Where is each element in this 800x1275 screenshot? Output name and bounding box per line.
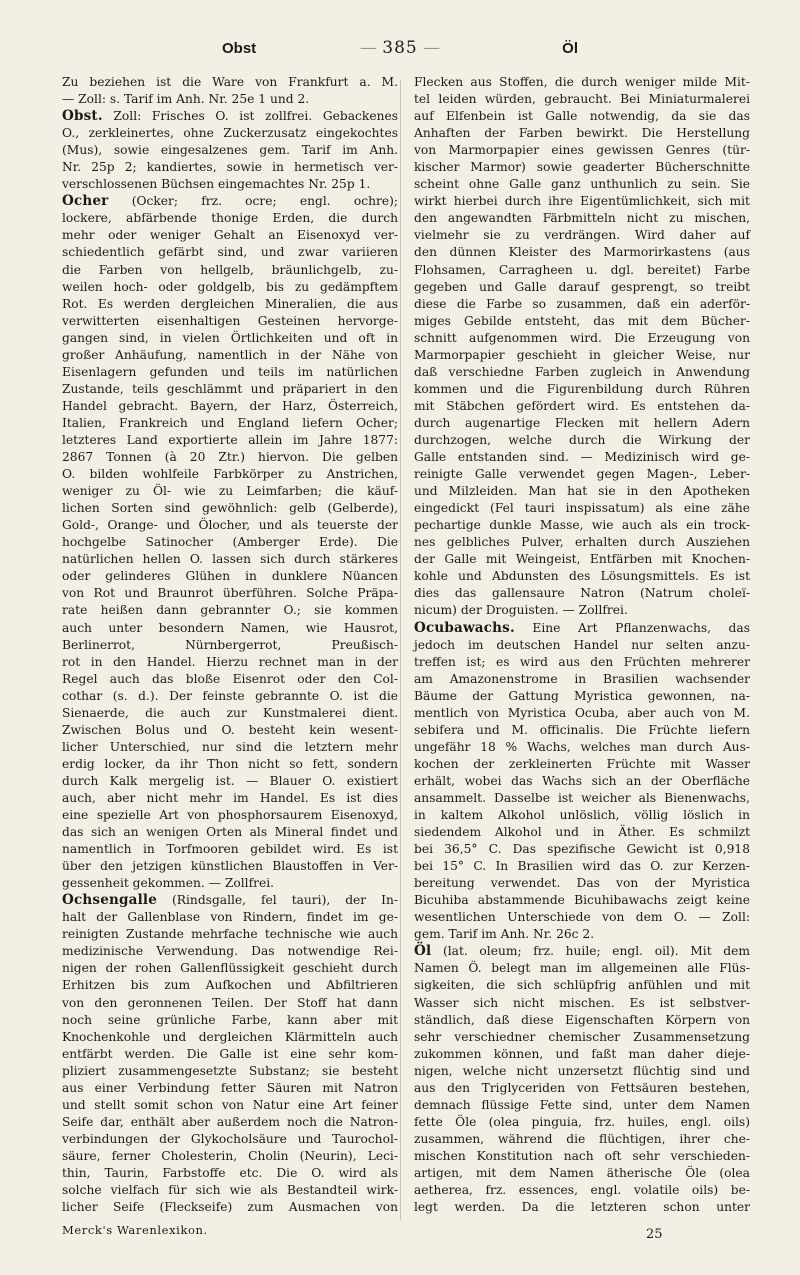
text-line: gessenheit gekommen. — Zollfrei. (62, 876, 275, 891)
text-line: mentlich von Myristica Ocuba, aber auch von M. (414, 705, 750, 720)
text-line: erhält, wobei das Wachs sich an der Oberfläche (414, 773, 750, 788)
text-line: nicum) der Droguisten. — Zollfrei. (414, 603, 628, 618)
text-line: dies das gallensaure Natron (Natrum choleï- (414, 586, 750, 601)
text-line: medizinische Verwendung. Das notwendige Rei- (62, 944, 398, 959)
text-line: durch augenartige Flecken mit hellern Adern (414, 415, 750, 430)
text-line: Ocubawachs. Eine Art Pflanzenwachs, das (414, 619, 750, 636)
text-line: sebifera und M. officinalis. Die Früchte liefern (414, 722, 750, 737)
text-line: Flecken aus Stoffen, die durch weniger milde Mit- (414, 75, 750, 89)
text-line: mit Stäbchen gefördert wird. Es entstehen da- (414, 398, 750, 413)
text-line: Zustande, teils geschlämmt und präpariert in den (62, 381, 398, 396)
text-line: kommen und die Figurenbildung durch Rühren (414, 381, 750, 396)
text-line: nigen, welche nicht unzersetzt flüchtig sind und (414, 1063, 750, 1078)
text-line: Bäume der Gattung Myristica gewonnen, na- (414, 688, 750, 703)
text-line: verwitterten eisenhaltigen Gesteinen hervorge- (62, 313, 398, 328)
text-line: Rot. Es werden dergleichen Mineralien, die aus (62, 296, 398, 311)
text-line: Zwischen Bolus und O. besteht kein wesent- (62, 722, 398, 737)
text-line: die Farben von hellgelb, bräunlichgelb, zu- (62, 262, 398, 277)
right-column (414, 74, 750, 1216)
text-line: Ochsengalle (Rindsgalle, fel tauri), der In- (62, 892, 398, 909)
column-divider (400, 80, 401, 1220)
text-line: großer Anhäufung, namentlich in der Nähe von (62, 347, 398, 362)
text-line: jedoch im deutschen Handel nur selten anzu- (414, 637, 750, 652)
text-line: vielmehr sie zu verdrängen. Wird daher auf (414, 228, 750, 243)
text-line: ungefähr 18 % Wachs, welches man durch Aus- (414, 739, 750, 754)
text-line: lichen Sorten sind gewöhnlich: gelb (Gelberde), (62, 501, 398, 516)
text-line: verbindungen der Glykocholsäure und Taurochol- (62, 1131, 398, 1146)
running-header (62, 40, 738, 64)
entry-headword: Ocubawachs. (414, 619, 515, 636)
text-line: der Galle mit Weingeist, Entfärben mit Knochen- (414, 552, 750, 567)
text-line: artigen, mit dem Namen ätherische Öle (olea (414, 1166, 750, 1180)
text-line: halt der Gallenblase von Rindern, findet im ge- (62, 910, 398, 925)
text-line: über den jetzigen künstlichen Blaustoffen in Ver- (62, 859, 398, 874)
text-line: pechartige dunkle Masse, wie auch als ein trock- (414, 518, 750, 533)
text-line: bei 36,5° C. Das spezifische Gewicht ist 0,918 (414, 842, 750, 857)
text-line: pliziert zusammengesetzte Substanz; sie besteht (62, 1063, 398, 1078)
text-line: fette Öle (olea pinguia, frz. huiles, engl. oils) (414, 1114, 750, 1129)
text-line: sigkeiten, die sich schlüpfrig anfühlen und mit (414, 978, 750, 993)
text-line: Marmorpapier geschieht in gleicher Weise, nur (414, 347, 750, 362)
text-line: auch, aber nicht mehr im Handel. Es ist dies (62, 790, 398, 805)
text-line: von Marmorpapier eines gewissen Genres (tür- (414, 143, 750, 158)
text-line: demnach flüssige Fette sind, unter dem Namen (414, 1097, 750, 1112)
text-line: und stellt somit schon von Natur eine Art feiner (62, 1097, 398, 1112)
text-line: bei 15° C. In Brasilien wird das O. zur Kerzen- (414, 859, 750, 874)
text-line: O., zerkleinertes, ohne Zuckerzusatz eingekochtes (62, 126, 398, 141)
text-line: nigen der rohen Gallenflüssigkeit geschieht durch (62, 961, 398, 976)
text-line: miges Gebilde entsteht, das mit dem Bücher- (414, 313, 750, 328)
text-line: ständlich, daß diese Eigenschaften Körpern von (414, 1012, 750, 1027)
text-line: eine spezielle Art von phosphorsaurem Eisenoxyd, (62, 808, 398, 823)
text-line: zusammen, während die flüchtigen, ihrer che- (414, 1131, 750, 1146)
text-line: rot in den Handel. Hierzu rechnet man in der (62, 654, 398, 669)
publisher-footer: Merck's Warenlexikon. (62, 1223, 208, 1237)
header-left-keyword: Obst (222, 40, 257, 57)
text-line: hochgelbe Satinocher (Amberger Erde). Die (62, 535, 398, 550)
text-line: namentlich in Torfmooren gebildet wird. Es ist (62, 842, 398, 857)
text-line: Flohsamen, Carragheen u. dgl. bereitet) Farbe (414, 262, 750, 277)
text-line: wesentlichen Unterschiede von dem O. — Zoll: (414, 910, 750, 925)
text-line: Anhaften der Farben bewirkt. Die Herstellung (414, 126, 750, 141)
entry-headword: Ocher (62, 193, 109, 210)
text-line: säure, ferner Cholesterin, Cholin (Neurin), Leci- (62, 1148, 398, 1163)
text-line: cothar (s. d.). Der feinste gebrannte O. ist die (62, 688, 398, 703)
entry-headword: Öl (414, 943, 432, 960)
text-line: Sienaerde, die auch zur Kunstmalerei dient. (62, 705, 398, 720)
text-line: und Milzleiden. Man hat sie in den Apotheken (414, 484, 750, 499)
text-line: daß verschiedne Farben zugleich in Anwendung (414, 364, 750, 379)
text-line: Handel gebracht. Bayern, der Harz, Österreich, (62, 398, 398, 413)
text-line: kischer Marmor) sowie geaderter Bücherschnitte (414, 160, 750, 175)
text-line: weniger zu Öl- wie zu Leimfarben; die käuf- (62, 484, 398, 499)
entry-headword: Obst. (62, 108, 103, 125)
text-line: auf Elfenbein ist Galle notwendig, da sie das (414, 109, 750, 124)
page-number: — 385 — (359, 38, 441, 58)
text-line: oder gelinderes Glühen in dunklere Nüancen (62, 569, 398, 584)
text-line: in kaltem Alkohol unlöslich, völlig löslich in (414, 808, 750, 823)
text-line: den dünnen Kleister des Marmorirkastens (aus (414, 245, 750, 260)
text-line: nes gelbliches Pulver, erhalten durch Ausziehen (414, 535, 750, 550)
text-line: Nr. 25p 2; kandiertes, sowie in hermetisch ver- (62, 160, 398, 175)
text-line: von den geronnenen Teilen. Der Stoff hat dann (62, 995, 398, 1010)
text-line: diese die Farbe so zusammen, daß ein aderför- (414, 296, 750, 311)
text-line: Obst. Zoll: Frisches O. ist zollfrei. Gebackenes (62, 108, 398, 125)
text-line: kohle und Abdunsten des Lösungsmittels. Es ist (414, 569, 750, 584)
text-line: durchzogen, welche durch die Wirkung der (414, 432, 750, 447)
text-line: am Amazonenstrome in Brasilien wachsender (414, 671, 750, 686)
entry-headword: Ochsengalle (62, 892, 158, 909)
text-line: bereitung verwendet. Das von der Myristica (414, 876, 750, 891)
text-line: mischen Konstitution nach oft sehr verschieden- (414, 1148, 750, 1163)
text-line: Eisenlagern gefunden und teils im natürlichen (62, 364, 398, 379)
text-line: sehr verschiedner chemischer Zusammensetzung (414, 1029, 750, 1044)
text-line: natürlichen hellen O. lassen sich durch stärkeres (62, 552, 398, 567)
text-line: verschlossenen Büchsen eingemachtes Nr. 25p 1. (62, 177, 371, 192)
text-line: weilen hoch- oder goldgelb, bis zu gedämpftem (62, 279, 398, 294)
text-line: tel leiden würden, gebraucht. Bei Miniaturmalerei (414, 92, 750, 107)
text-line: durch Kalk mergelig ist. — Blauer O. existiert (62, 773, 398, 788)
text-line: reinigte Galle verwendet gegen Magen-, Leber- (414, 467, 750, 482)
text-line: licher Unterschied, nur sind die letztern mehr (62, 739, 398, 754)
text-line: gangen sind, in vielen Örtlichkeiten und oft in (62, 330, 398, 345)
text-line: wirkt hierbei durch ihre Eigentümlichkeit, sich mit (414, 194, 750, 209)
text-line: mehr oder weniger Gehalt an Eisenoxyd ver- (62, 228, 398, 243)
text-line: Namen Ö. belegt man im allgemeinen alle Flüs- (414, 961, 750, 976)
text-line: erdig locker, da ihr Thon nicht so fett, sondern (62, 756, 398, 771)
text-line: Wasser sich nicht mischen. Es ist selbstver- (414, 995, 750, 1010)
text-line: thin, Taurin, Farbstoffe etc. Die O. wird als (62, 1166, 398, 1180)
text-line: von Rot und Braunrot überführen. Solche Präpa- (62, 586, 398, 601)
text-line: zukommen können, und faßt man daher dieje- (414, 1046, 750, 1061)
text-line: Bicuhiba abstammende Bicuhibawachs zeigt keine (414, 893, 750, 908)
text-line: Ocher (Ocker; frz. ocre; engl. ochre); (62, 193, 398, 210)
text-line: solche vielfach für sich wie als Bestandteil wirk- (62, 1183, 398, 1198)
text-line: noch seine grünliche Farbe, kann aber mit (62, 1012, 398, 1027)
text-line: O. bilden wohlfeile Farbkörper zu Anstrichen, (62, 467, 398, 482)
text-line: Erhitzen bis zum Aufkochen und Abfiltrieren (62, 978, 398, 993)
sheet-signature: 25 (646, 1227, 663, 1242)
text-line: licher Seife (Fleckseife) zum Ausmachen von (62, 1200, 398, 1215)
text-line: auch unter besondern Namen, wie Hausrot, (62, 620, 398, 635)
text-line: Italien, Frankreich und England liefern Ocher; (62, 415, 398, 430)
text-line: Regel auch das bloße Eisenrot oder den Col- (62, 671, 398, 686)
text-line: — Zoll: s. Tarif im Anh. Nr. 25e 1 und 2. (62, 92, 310, 107)
text-line: Zu beziehen ist die Ware von Frankfurt a. M. (62, 75, 398, 89)
text-line: schiedentlich gefärbt sind, und zwar variieren (62, 245, 398, 260)
text-line: (Mus), sowie eingesalzenes gem. Tarif im Anh. (62, 143, 398, 158)
text-line: aus den Triglyceriden von Fettsäuren bestehen, (414, 1080, 750, 1095)
text-line: gegeben und Galle darauf gesprengt, so treibt (414, 279, 750, 294)
text-line: reinigten Zustande mehrfache technische wie auch (62, 927, 398, 942)
text-line: Berlinerrot, Nürnbergerrot, Preußisch- (62, 637, 398, 652)
text-line: treffen ist; es wird aus den Früchten mehrerer (414, 654, 750, 669)
text-line: Knochenkohle und dergleichen Klärmitteln auch (62, 1029, 398, 1044)
text-line: siedendem Alkohol und in Äther. Es schmilzt (414, 825, 750, 840)
text-line: Öl (lat. oleum; frz. huile; engl. oil). Mit dem (414, 943, 750, 960)
text-line: ansammelt. Dasselbe ist weicher als Bienenwachs, (414, 790, 750, 805)
text-line: kochen der zerkleinerten Früchte mit Wasser (414, 756, 750, 771)
text-line: aus einer Verbindung fetter Säuren mit Natron (62, 1080, 398, 1095)
text-line: Galle entstanden sind. — Medizinisch wird ge- (414, 450, 750, 465)
text-line: das sich an wenigen Orten als Mineral findet und (62, 825, 398, 840)
text-line: aetherea, frz. essences, engl. volatile oils) be- (414, 1183, 750, 1198)
text-line: Seife dar, enthält aber außerdem noch die Natron- (62, 1114, 398, 1129)
text-line: den angewandten Färbmitteln nicht zu mischen, (414, 211, 750, 226)
text-line: gem. Tarif im Anh. Nr. 26c 2. (414, 927, 595, 942)
header-right-keyword: Öl (562, 40, 578, 57)
text-line: schnitt aufgenommen wird. Die Erzeugung von (414, 330, 750, 345)
text-line: legt werden. Da die letzteren schon unter (414, 1200, 750, 1215)
text-line: scheint ohne Galle ganz unthunlich zu sein. Sie (414, 177, 750, 192)
text-line: letzteres Land exportierte allein im Jahre 1877: (62, 432, 398, 447)
text-line: eingedickt (Fel tauri inspissatum) als eine zähe (414, 501, 750, 516)
text-line: rate heißen dann gebrannter O.; sie kommen (62, 603, 398, 618)
text-line: 2867 Tonnen (à 20 Ztr.) hiervon. Die gelben (62, 450, 398, 465)
text-line: entfärbt werden. Die Galle ist eine sehr kom- (62, 1046, 398, 1061)
text-line: lockere, abfärbende thonige Erden, die durch (62, 211, 398, 226)
text-line: Gold-, Orange- und Ölocher, und als teuerste der (62, 518, 398, 533)
left-column (62, 74, 398, 1216)
